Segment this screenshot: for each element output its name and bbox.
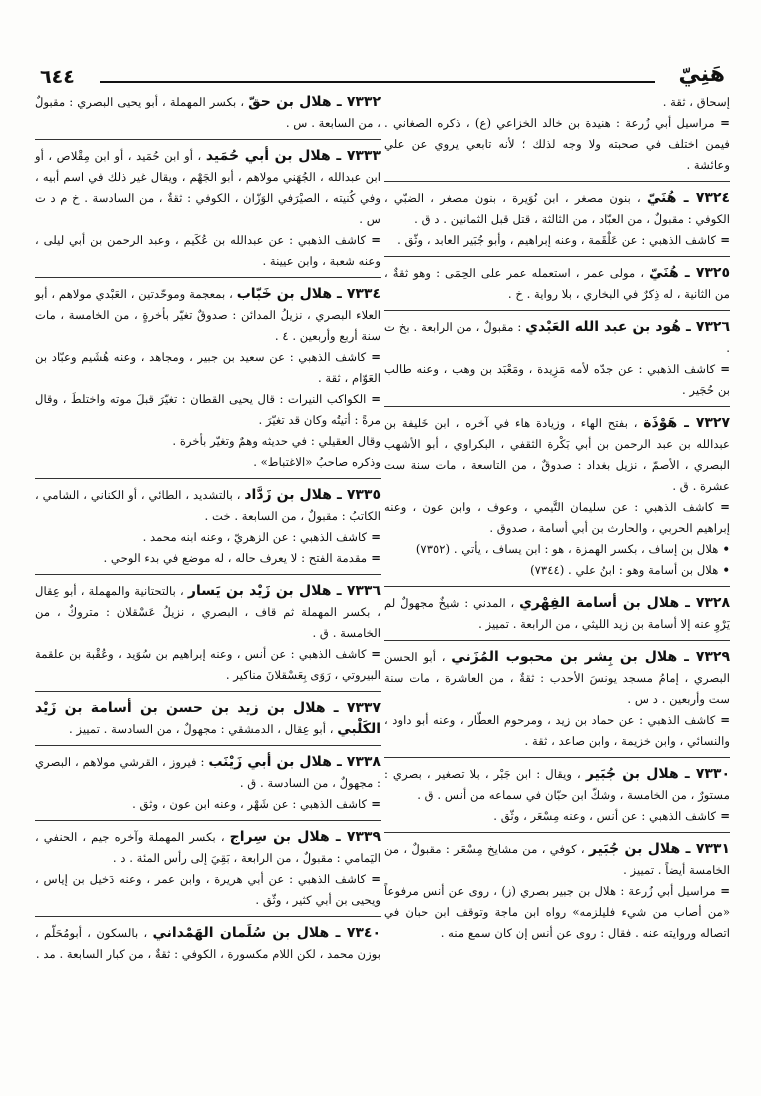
entry-7335 <box>35 483 381 575</box>
entry-7331 <box>384 837 730 949</box>
entry-text: ، بكسر المهملة ، أبو يحيى البصري : مقبولٌ ، من السابعة . س . <box>35 95 381 130</box>
entry-7336 <box>35 579 381 692</box>
entry-text: ، ويقال : ابن جَبْر ، بلا تصغير ، بصري : مستورٌ ، من الخامسة ، وشكّ ابن حبّان في سماعه من أنس . ق . <box>384 767 730 802</box>
page-number: ٦٤٤ <box>40 66 75 88</box>
entry-heading: ٧٣٣٩ ـ هلال بن سِراج <box>229 829 381 845</box>
right-column <box>384 90 730 953</box>
entry-text: ، أبو الحسن البصري ، إمامُ مسجد يونسَ الأحدب : ثقةٌ ، من العاشرة ، مات سنة ست وأربعين . د س . <box>384 650 730 706</box>
entry-heading: ٧٣٣٥ ـ هلال بن زَدَّاد <box>244 487 381 503</box>
entry-heading: ٧٣٣٤ ـ هلال بن خَبّاب <box>236 286 381 302</box>
entry-note: = كاشف الذهبي : عن أنس ، وعنه إبراهيم بن سُوَيد ، وعُقْبة بن علقمة البيروتي ، رَوَى بِعَسْقلانَ مناكير . <box>35 644 381 686</box>
entry-7333 <box>35 144 381 278</box>
entry-7339 <box>35 825 381 917</box>
entry-heading: ٧٣٢٨ ـ هلال بن أسامة الفِهْري <box>519 595 731 611</box>
entry-text: وذكره صاحبُ «الاغتباط» . <box>253 455 381 469</box>
entry-note: = مراسيل أبي زُرعة : هلال بن جبير بصري (ز) ، روى عن أنس مرفوعاً «من أصاب من شيء فليلزمه» رواه ابن ماجة وتوقف ابن حبان في اتصاله وروايته عنه . فقال : روى عن أنس إن كان سمع منه . <box>384 881 730 944</box>
entry-text: وقال العقيلي : في حديثه وهمٌ وتغيّر بأخرة . <box>172 434 381 448</box>
entry-continuation <box>384 90 730 182</box>
entry-text: : فيروز ، القرشي مولاهم ، البصري : مجهولٌ ، من السادسة . ق . <box>35 755 381 790</box>
cross-reference: • هلال بن أسامة وهو : ابنُ علي . (٧٣٤٤) <box>384 560 730 581</box>
entry-heading: ٧٣٣٠ ـ هلال بن جُبَير <box>585 766 730 782</box>
entry-7329 <box>384 645 730 758</box>
entry-7327 <box>384 411 730 587</box>
page-header <box>40 62 725 90</box>
entry-text: : مقبولٌ ، من الرابعة . بخ ت . <box>384 320 730 355</box>
cross-reference: • هلال بن إساف ، بكسر الهمزة ، هو : ابن يساف ، يأتي . (٧٣٥٢) <box>384 539 730 560</box>
entry-heading: ٧٣٣١ ـ هلال بن جُبَير <box>588 841 730 857</box>
entry-note: = كاشف الذهبي : عن سعيد بن جبير ، ومجاهد ، وعنه هُشَيم وعبّاد بن العَوّام ، ثقة . <box>35 347 381 389</box>
entry-heading: ٧٣٣٨ ـ هلال بن أبي زَيْنَب <box>208 754 381 770</box>
entry-text: ، بكسر المهملة وآخره جيم ، الحنفي ، اليَمامي : مقبولٌ ، من الرابعة ، بَقِيَ إلى رأس المئة . د . <box>35 830 381 865</box>
entry-text: ، أبو عِقال ، الدمشقي : مجهولٌ ، من السادسة . تمييز . <box>69 722 334 736</box>
running-head-word: هَنِيّ <box>678 62 725 87</box>
entry-text: ، بالتشديد ، الطائي ، أو الكناني ، الشامي ، الكاتبُ : مقبولٌ ، من السابعة . خت . <box>35 488 381 523</box>
entry-note: = مراسيل أبي زُرعة : هنيدة بن خالد الخزاعي (ع) ، ذكره الصغاني . فيمن اختلف في صحبته ولا وجه لذلك ؛ لأنه تابعي يروي عن علي وعائشة . <box>384 113 730 176</box>
entry-7340 <box>35 921 381 970</box>
entry-text: ، أو ابن حُمَيد ، أو ابن مِقْلاص ، أو ابن عبدالله ، الجُهَني مولاهم ، أبو الجَهْم ، ويقال غير ذلك في اسم أبيه ، وفي كُنيته ، الصيْرَفي الوَزّان ، الكوفي : ثقةٌ ، من السادسة . خ م د ت س . <box>35 149 381 226</box>
entry-7325 <box>384 261 730 311</box>
entry-text: ، بمعجمة وموحّدتين ، العَبْدي مولاهم ، أبو العلاء البصري ، نزيلُ المدائن : صدوقٌ تغيّر بأخرةٍ ، من الخامسة ، مات سنة أربع وأربعين . ٤ . <box>35 287 381 343</box>
entry-7330 <box>384 762 730 833</box>
entry-7324 <box>384 186 730 257</box>
entry-text: ، مولى عمر ، استعمله عمر على الحِمَى : وهو ثقةٌ ، من الثانية ، له ذِكرٌ في البخاري ، بلا رواية . خ . <box>384 266 730 301</box>
entry-heading: ٧٣٢٧ ـ هَوْذَة <box>643 415 731 431</box>
entry-7338 <box>35 750 381 821</box>
entry-text: ، كوفي ، من مشايخ مِسْعَر : مقبولٌ ، من الخامسة أيضاً . تمييز . <box>384 842 730 877</box>
entry-7326 <box>384 315 730 407</box>
entry-heading: ٧٣٤٠ ـ هلال بن سُلَمان الهَمْداني <box>152 925 382 941</box>
header-rule <box>100 81 655 83</box>
entry-text: ، بفتح الهاء ، وزيادة هاء في آخره ، ابن خَليفة بن عبدالله بن عبد الرحمن بن أبي بَكْرة الثقفي ، البكراوي ، أبو الأشهب البصري ، الأصمّ ، نزيل بغداد : صدوقٌ ، من التاسعة ، مات سنة ست عشرة . ق . <box>384 416 730 493</box>
entry-text: ، بنون مصغر ، ابن نُوَيرة ، بنون مصغر ، الضبّي ، الكوفي : مقبولٌ ، من العبّاد ، من الثالثة ، قتل قبل الثمانين . د ق . <box>384 191 730 226</box>
entry-heading: ٧٣٢٩ ـ هلال بن بِشر بن محبوب المُزَني <box>451 649 730 665</box>
entry-note: = الكواكب النيرات : قال يحيى القطان : تغيّرَ قبلَ موته واختلطَ ، وقال مرةً : أتيتُه وكان قد تغيّرَ . <box>35 389 381 431</box>
entry-7337 <box>35 696 381 746</box>
entry-heading: ٧٣٣٣ ـ هلال بن أبي حُمَيد <box>205 148 381 164</box>
entry-text: إسحاق ، ثقة . <box>662 95 730 109</box>
entry-note: = كاشف الذهبي : عن حماد بن زيد ، ومرحوم العطّار ، وعنه أبو داود ، والنسائي ، وابن خزيمة ، وابن صاعد ، ثقة . <box>384 710 730 752</box>
entry-heading: ٧٣٣٢ ـ هلال بن حقّ <box>248 94 381 110</box>
entry-7328 <box>384 591 730 641</box>
entry-heading: ٧٣٢٥ ـ هُنَيّ <box>649 265 730 281</box>
entry-7334 <box>35 282 381 479</box>
entry-7332 <box>35 90 381 140</box>
entry-text: ، بالتحتانية والمهملة ، أبو عِقال ، بكسر المهملة ثم قاف ، البصري ، نزيلُ عَسْقلان : متروكٌ ، من الخامسة . ق . <box>35 584 381 640</box>
entry-note: = كاشف الذهبي : عن أبي هريرة ، وابن عمر ، وعنه دَخيل بن إياس ، ويحيى بن أبي كثير ، وثّق . <box>35 869 381 911</box>
entry-note: = كاشف الذهبي : عن الزهريّ ، وعنه ابنه محمد . <box>35 527 381 548</box>
entry-note: = كاشف الذهبي : عن سليمان التَّيمي ، وعوف ، وابن عون ، وعنه إبراهيم الحربي ، والحارث بن أبي أسامة ، صدوق . <box>384 497 730 539</box>
left-column <box>35 90 381 974</box>
entry-heading: ٧٣٣٧ ـ هلال بن زيد بن حسن بن أسامة بن زَيْد الكَلْبي <box>35 700 381 737</box>
entry-note: = كاشف الذهبي : عن عبدالله بن عُكَيم ، وعبد الرحمن بن أبي ليلى ، وعنه شعبة ، وابن عيينة . <box>35 230 381 272</box>
entry-heading: ٧٣٢٦ ـ هُود بن عبد الله العَبْدي <box>525 319 731 335</box>
entry-note: = كاشف الذهبي : عن عَلْقَمة ، وعنه إبراهيم ، وأبو جُبَير العابد ، وثّق . <box>384 230 730 251</box>
entry-text: ، المدني : شيخٌ مجهولٌ لم يَرْوِ عنه إلا أسامة بن زيد الليثي ، من الرابعة . تمييز . <box>384 596 730 631</box>
entry-note: = كاشف الذهبي : عن شَهْر ، وعنه ابن عون ، وثق . <box>35 794 381 815</box>
entry-heading: ٧٣٢٤ ـ هُنَيّ <box>646 190 731 206</box>
entry-note: = كاشف الذهبي : عن جدّه لأمه مَزِيدة ، ومَعْبَد بن وهب ، وعنه طالب بن حُجَير . <box>384 359 730 401</box>
entry-text: ، بالسكون ، أبومُحَلّم ، بوزن محمد ، لكن اللام مكسورة ، الكوفي : ثقةٌ ، من كبار السابعة . مد . <box>35 926 381 961</box>
entry-note: = كاشف الذهبي : عن أنس ، وعنه مِسْعَر ، وثّق . <box>384 806 730 827</box>
entry-note: = مقدمة الفتح : لا يعرف حاله ، له موضع في بدء الوحي . <box>35 548 381 569</box>
entry-heading: ٧٣٣٦ ـ هلال بن زَيْد بن يَسار <box>187 583 382 599</box>
